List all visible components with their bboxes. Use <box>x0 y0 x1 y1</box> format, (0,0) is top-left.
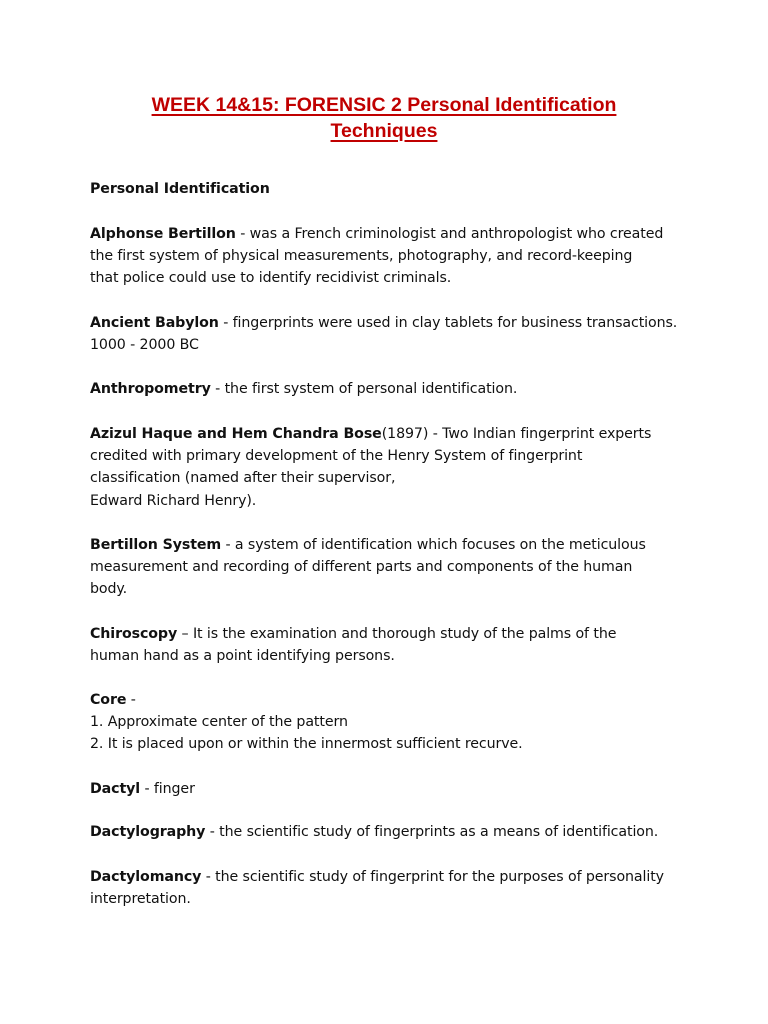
document-title <box>90 92 678 144</box>
entry-term: Alphonse Bertillon <box>90 226 236 242</box>
entry-term: Ancient Babylon <box>90 315 219 331</box>
entry-definition-line: human hand as a point identifying persons. <box>90 648 395 665</box>
entry-definition: - was a French criminologist and anthropologist who created <box>235 226 664 242</box>
entry-term: Chiroscopy <box>90 626 178 642</box>
entry-definition-line: 1. Approximate center of the pattern <box>90 714 348 731</box>
entry-definition: - the first system of personal identification. <box>210 381 518 397</box>
entry-definition-line: 2. It is placed upon or within the innermost sufficient recurve. <box>90 736 523 753</box>
entry-definition-line: interpretation. <box>90 891 191 908</box>
entry-definition-line: measurement and recording of different parts and components of the human <box>90 559 633 576</box>
entry-definition-line: 1000 - 2000 BC <box>90 337 199 354</box>
document-title-line-1: WEEK 14&15: FORENSIC 2 Personal Identification <box>151 94 617 116</box>
entry-definition: - the scientific study of fingerprints as a means of identification. <box>205 824 659 840</box>
entry-anthropometry <box>90 378 690 400</box>
entry-definition: - the scientific study of fingerprint for the purposes of personality <box>201 869 664 885</box>
document-title-line-2: Techniques <box>330 120 438 142</box>
entry-definition: - a system of identification which focuses on the meticulous <box>221 537 646 553</box>
entry-definition: - <box>126 692 136 708</box>
entry-bertillon-system <box>90 534 690 601</box>
entry-definition-line: classification (named after their supervisor, <box>90 470 396 487</box>
entry-alphonse-bertillon <box>90 223 690 290</box>
section-heading <box>90 178 690 200</box>
entry-term: Dactyl <box>90 781 141 797</box>
entry-ancient-babylon <box>90 312 690 356</box>
entry-definition: – It is the examination and thorough study of the palms of the <box>177 626 617 642</box>
entry-term: Anthropometry <box>90 381 211 397</box>
entry-definition-line: body. <box>90 581 128 598</box>
entry-term: Azizul Haque and Hem Chandra Bose <box>90 426 382 442</box>
entry-term: Dactylomancy <box>90 869 202 885</box>
entry-dactylography <box>90 821 690 843</box>
entry-chiroscopy <box>90 623 690 667</box>
entry-definition: (1897) - Two Indian fingerprint experts <box>381 426 652 442</box>
entry-azizul-haque-bose <box>90 423 690 512</box>
entry-definition-line: the first system of physical measurements, photography, and record-keeping <box>90 248 633 265</box>
entry-term: Dactylography <box>90 824 206 840</box>
section-heading-text: Personal Identification <box>90 181 270 197</box>
entry-definition-line: that police could use to identify recidivist criminals. <box>90 270 452 287</box>
entry-term: Core <box>90 692 127 708</box>
entry-definition: - fingerprints were used in clay tablets for business transactions. <box>218 315 678 331</box>
entry-term: Bertillon System <box>90 537 222 553</box>
entry-dactyl <box>90 778 690 800</box>
entry-core <box>90 689 690 756</box>
entry-definition-line: Edward Richard Henry). <box>90 492 257 509</box>
entry-dactylomancy <box>90 866 690 910</box>
entry-definition: - finger <box>140 781 195 797</box>
entry-definition-line: credited with primary development of the Henry System of fingerprint <box>90 448 583 465</box>
